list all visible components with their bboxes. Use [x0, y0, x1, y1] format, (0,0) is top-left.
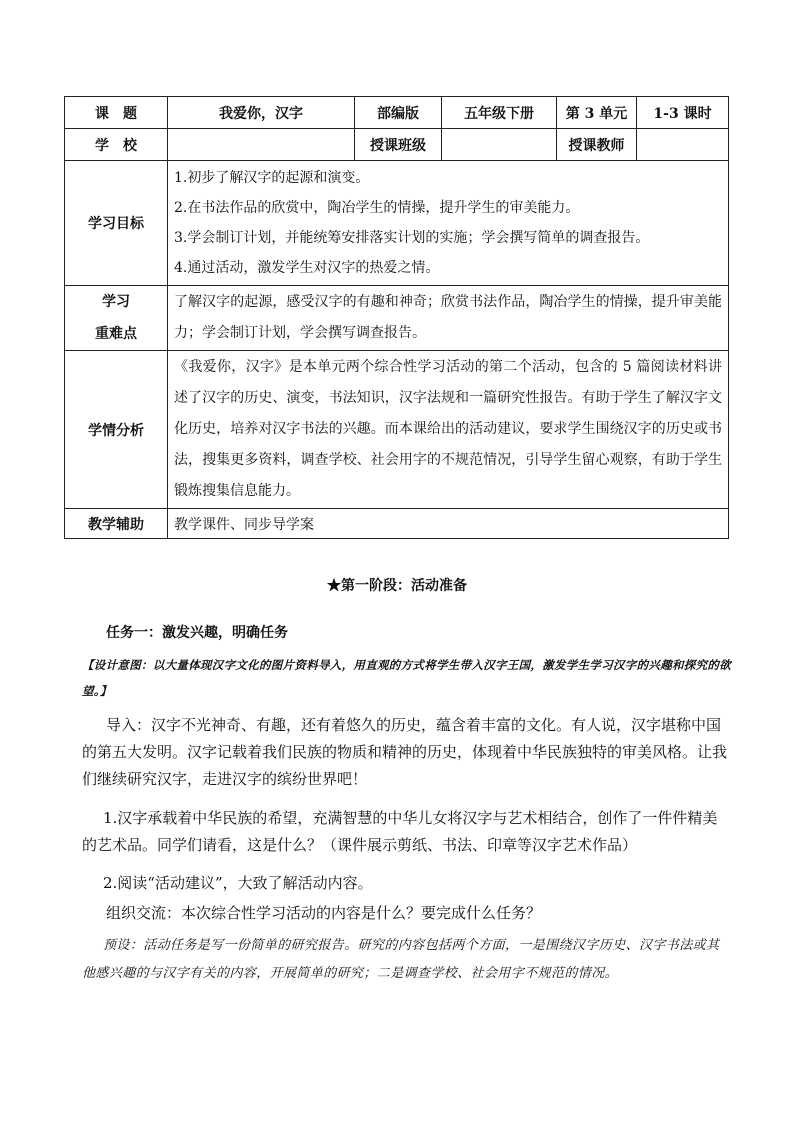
label-school: 学 校 — [65, 129, 168, 161]
step-1-paragraph: 1.汉字承载着中华民族的希望，充满智慧的中华儿女将汉字与艺术相结合，创作了一件件精美的艺术品。同学们请看，这是什么？（课件展示剪纸、书法、印章等汉字艺术作品） — [82, 809, 718, 854]
aids-text: 教学课件、同步导学案 — [168, 509, 729, 539]
goals-list — [168, 161, 729, 286]
table-row — [65, 509, 729, 539]
section-title: ★第一阶段：活动准备 — [327, 578, 467, 594]
step-2-paragraph: 2.阅读“活动建议”，大致了解活动内容。 — [103, 874, 373, 892]
discussion-paragraph: 组织交流：本次综合性学习活动的内容是什么？要完成什么任务？ — [106, 904, 542, 922]
analysis-text: 《我爱你，汉字》是本单元两个综合性学习活动的第二个活动，包含的 5 篇阅读材料讲述了汉字的历史、演变，书法知识，汉字法规和一篇研究性报告。有助于学生了解汉字文化历史，培养对汉字书法的兴趣。而本课给出的活动建议，要求学生围绕汉字的历史或书法，搜集更多资料，调查学校、社会用字的不规范情况，引导学生留心观察，有助于学生锻炼搜集信息能力。 — [168, 351, 729, 509]
label-difficulties — [65, 286, 168, 351]
label-line: 学习 — [102, 294, 130, 310]
label-analysis: 学情分析 — [65, 351, 168, 509]
table-row — [65, 129, 729, 161]
label-teacher: 授课教师 — [557, 129, 637, 161]
class-value — [442, 129, 557, 161]
label-class: 授课班级 — [355, 129, 442, 161]
goal-item: 1.初步了解汉字的起源和演变。 — [174, 170, 370, 186]
task-title: 任务一：激发兴趣，明确任务 — [106, 625, 288, 641]
lesson-title: 我爱你，汉字 — [168, 97, 355, 129]
intro-paragraph: 导入：汉字不光神奇、有趣，还有着悠久的历史，蕴含着丰富的文化。有人说，汉字堪称中国的第五大发明。汉字记载着我们民族的物质和精神的历史，体现着中华民族独特的审美风格。让我们继续研究汉字，走进汉字的缤纷世界吧！ — [82, 716, 728, 788]
teacher-value — [637, 129, 729, 161]
goal-item: 4.通过活动，激发学生对汉字的热爱之情。 — [174, 260, 440, 276]
label-topic: 课 题 — [65, 97, 168, 129]
edition: 部编版 — [355, 97, 442, 129]
label-goals: 学习目标 — [65, 161, 168, 286]
goal-item: 2.在书法作品的欣赏中，陶冶学生的情操，提升学生的审美能力。 — [174, 200, 580, 216]
table-row — [65, 97, 729, 129]
difficulties-text: 了解汉字的起源，感受汉字的有趣和神奇；欣赏书法作品，陶冶学生的情操，提升审美能力；学会制订计划，学会撰写调查报告。 — [168, 286, 729, 351]
lesson-plan-table — [64, 96, 729, 539]
table-row — [65, 351, 729, 509]
unit: 第 3 单元 — [557, 97, 637, 129]
label-aids: 教学辅助 — [65, 509, 168, 539]
table-row — [65, 286, 729, 351]
label-line: 重难点 — [95, 326, 137, 342]
table-row — [65, 161, 729, 286]
goal-item: 3.学会制订计划，并能统筹安排落实计划的实施；学会撰写简单的调查报告。 — [174, 230, 650, 246]
lesson-hours: 1-3 课时 — [637, 97, 729, 129]
design-intent: 【设计意图：以大量体现汉字文化的图片资料导入，用直观的方式将学生带入汉字王国，激发学生学习汉字的兴趣和探究的欲望。】 — [82, 658, 731, 698]
grade: 五年级下册 — [442, 97, 557, 129]
school-value — [168, 129, 355, 161]
preset-answer: 预设：活动任务是写一份简单的研究报告。研究的内容包括两个方面，一是围绕汉字历史、汉字书法或其他感兴趣的与汉字有关的内容，开展简单的研究；二是调查学校、社会用字不规范的情况。 — [82, 938, 720, 981]
